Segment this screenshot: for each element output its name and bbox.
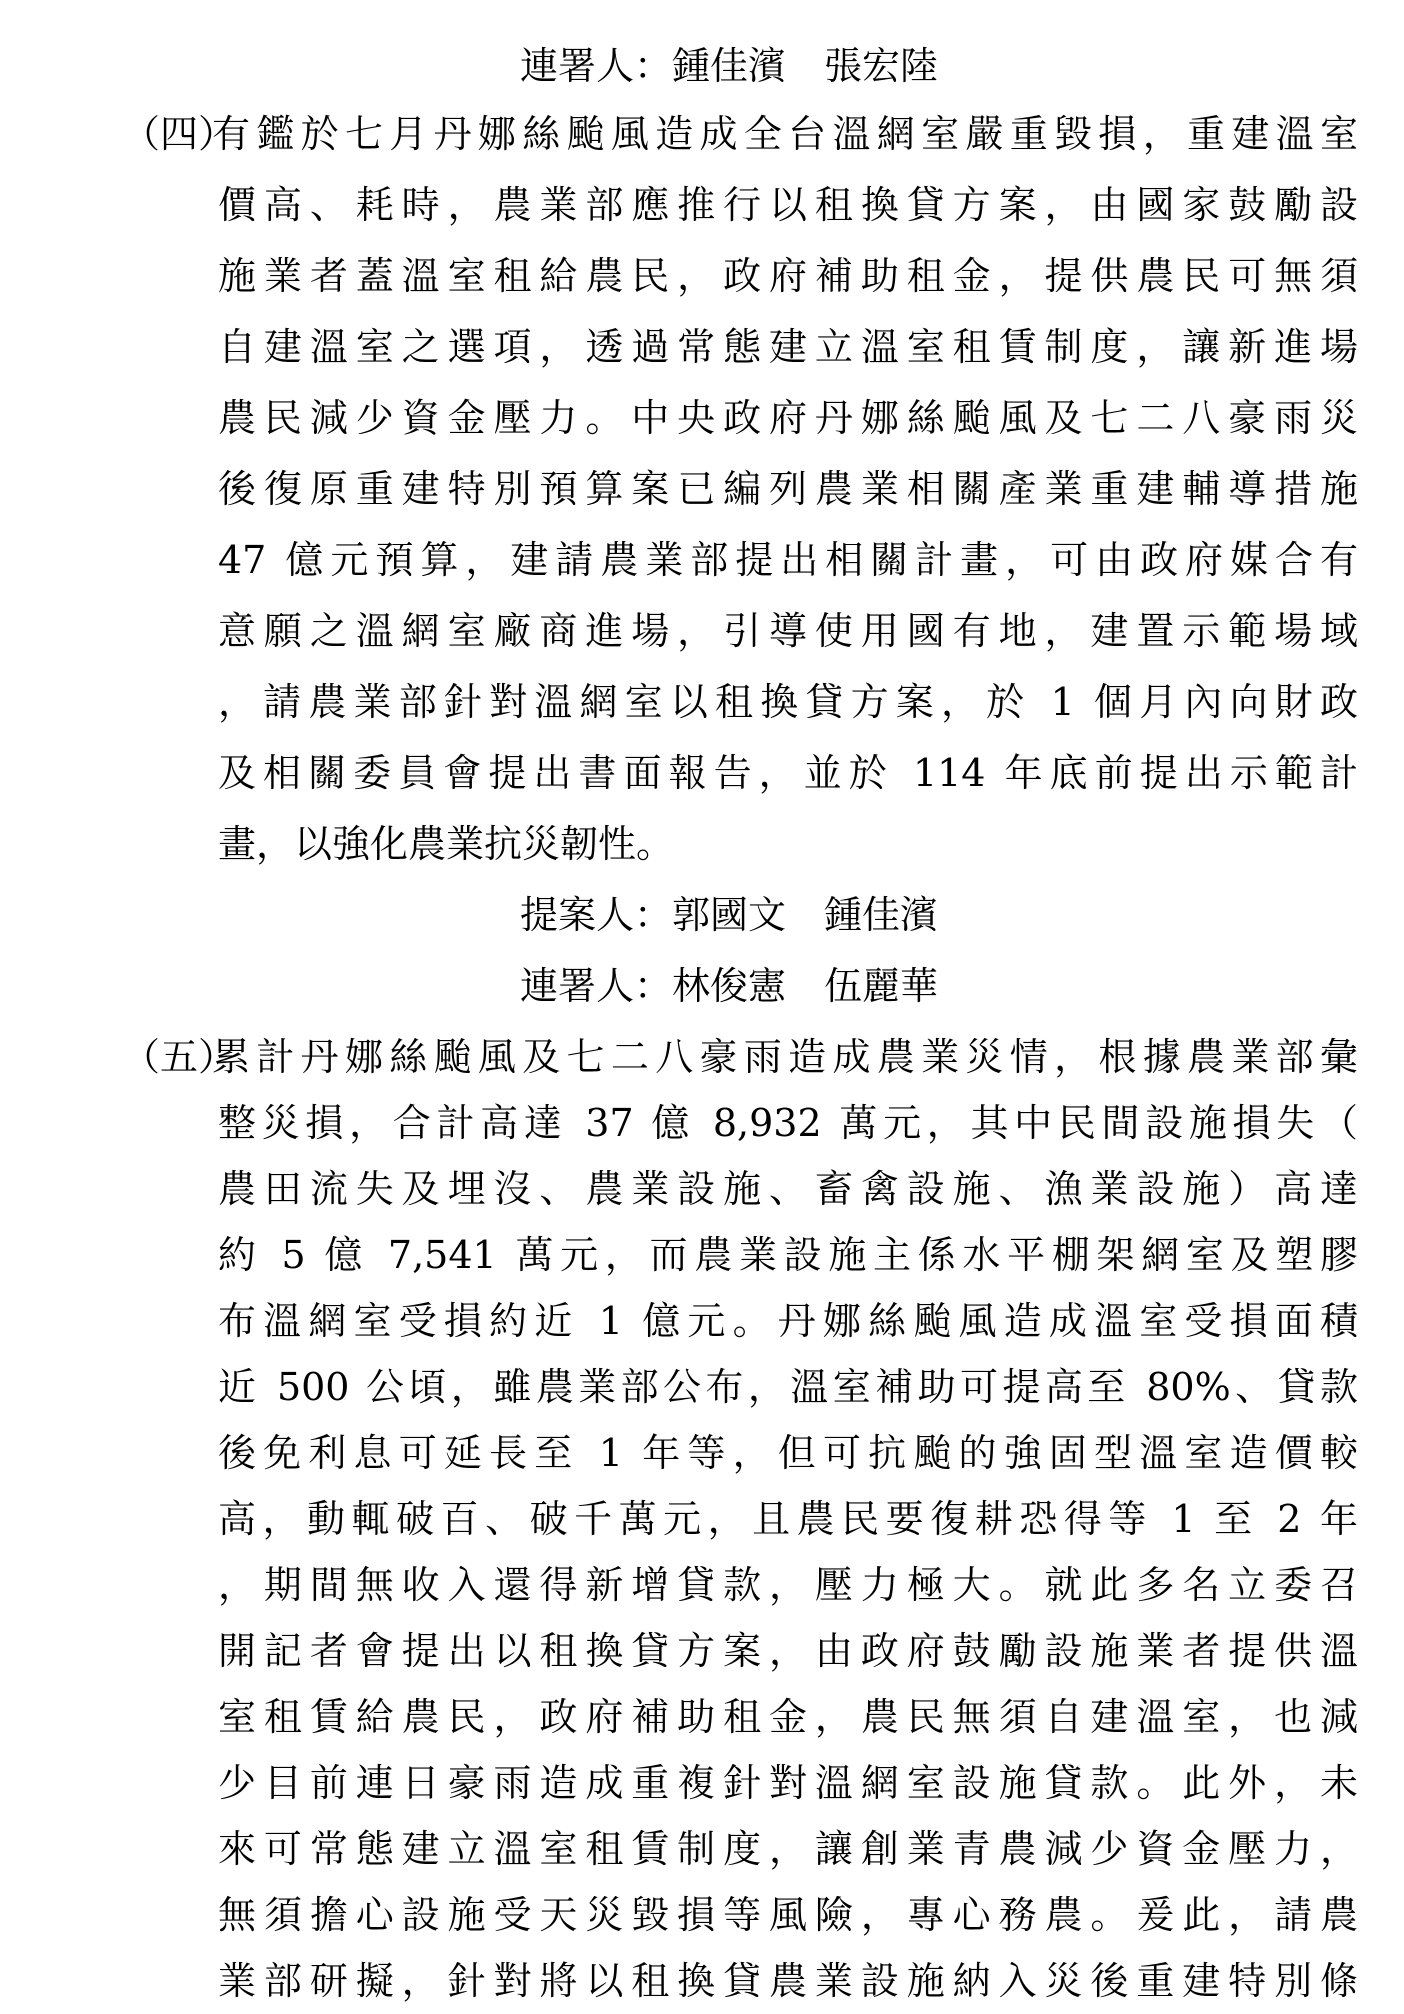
cosigner-line: 連署人：林俊憲 伍麗華 (520, 964, 939, 1008)
item5-line: 室租賃給農民，政府補助租金，農民無須自建溫室，也減 (218, 1695, 1358, 1739)
item5-line: 來可常態建立溫室租賃制度，讓創業青農減少資金壓力， (218, 1827, 1358, 1871)
item5-line: 累計丹娜絲颱風及七二八豪雨造成農業災情，根據農業部彙 (212, 1035, 1358, 1079)
item5-line: 農田流失及埋沒、農業設施、畜禽設施、漁業設施）高達 (218, 1167, 1358, 1211)
item4-line: 有鑑於七月丹娜絲颱風造成全台溫網室嚴重毀損，重建溫室 (212, 112, 1358, 156)
item-number-5: （五） (122, 1035, 237, 1079)
item4-line: 及相關委員會提出書面報告，並於 114 年底前提出示範計 (218, 751, 1358, 795)
item4-line: 畫，以強化農業抗災韌性。 (218, 822, 675, 866)
item4-line: 價高、耗時，農業部應推行以租換貸方案，由國家鼓勵設 (218, 183, 1358, 227)
item4-line: 自建溫室之選項，透過常態建立溫室租賃制度，讓新進場 (218, 325, 1358, 369)
item5-line: 無須擔心設施受天災毀損等風險，專心務農。爰此，請農 (218, 1893, 1358, 1937)
cosigner-line-top: 連署人：鍾佳濱 張宏陸 (520, 44, 939, 88)
item4-line: 47 億元預算，建請農業部提出相關計畫，可由政府媒合有 (218, 538, 1358, 582)
item4-line: 施業者蓋溫室租給農民，政府補助租金，提供農民可無須 (218, 254, 1358, 298)
item5-line: 後免利息可延長至 1 年等，但可抗颱的強固型溫室造價較 (218, 1431, 1358, 1475)
item-number-4: （四） (122, 112, 237, 156)
item4-line: ，請農業部針對溫網室以租換貸方案，於 1 個月內向財政 (218, 680, 1358, 724)
item5-line: 業部研擬，針對將以租換貸農業設施納入災後重建特別條 (218, 1959, 1358, 2003)
item5-line: 布溫網室受損約近 1 億元。丹娜絲颱風造成溫室受損面積 (218, 1299, 1358, 1343)
item5-line: 少目前連日豪雨造成重複針對溫網室設施貸款。此外，未 (218, 1761, 1358, 1805)
item4-line: 意願之溫網室廠商進場，引導使用國有地，建置示範場域 (218, 609, 1358, 653)
proposer-line: 提案人：郭國文 鍾佳濱 (520, 893, 939, 937)
item5-line: 約 5 億 7,541 萬元，而農業設施主係水平棚架網室及塑膠 (218, 1233, 1358, 1277)
item5-line: 高，動輒破百、破千萬元，且農民要復耕恐得等 1 至 2 年 (218, 1497, 1358, 1541)
item4-line: 後復原重建特別預算案已編列農業相關產業重建輔導措施 (218, 467, 1358, 511)
item5-line: 開記者會提出以租換貸方案，由政府鼓勵設施業者提供溫 (218, 1629, 1358, 1673)
item5-line: 近 500 公頃，雖農業部公布，溫室補助可提高至 80%、貸款 (218, 1365, 1358, 1409)
item4-line: 農民減少資金壓力。中央政府丹娜絲颱風及七二八豪雨災 (218, 396, 1358, 440)
item5-line: ，期間無收入還得新增貸款，壓力極大。就此多名立委召 (218, 1563, 1358, 1607)
item5-line: 整災損，合計高達 37 億 8,932 萬元，其中民間設施損失（ (218, 1101, 1358, 1145)
